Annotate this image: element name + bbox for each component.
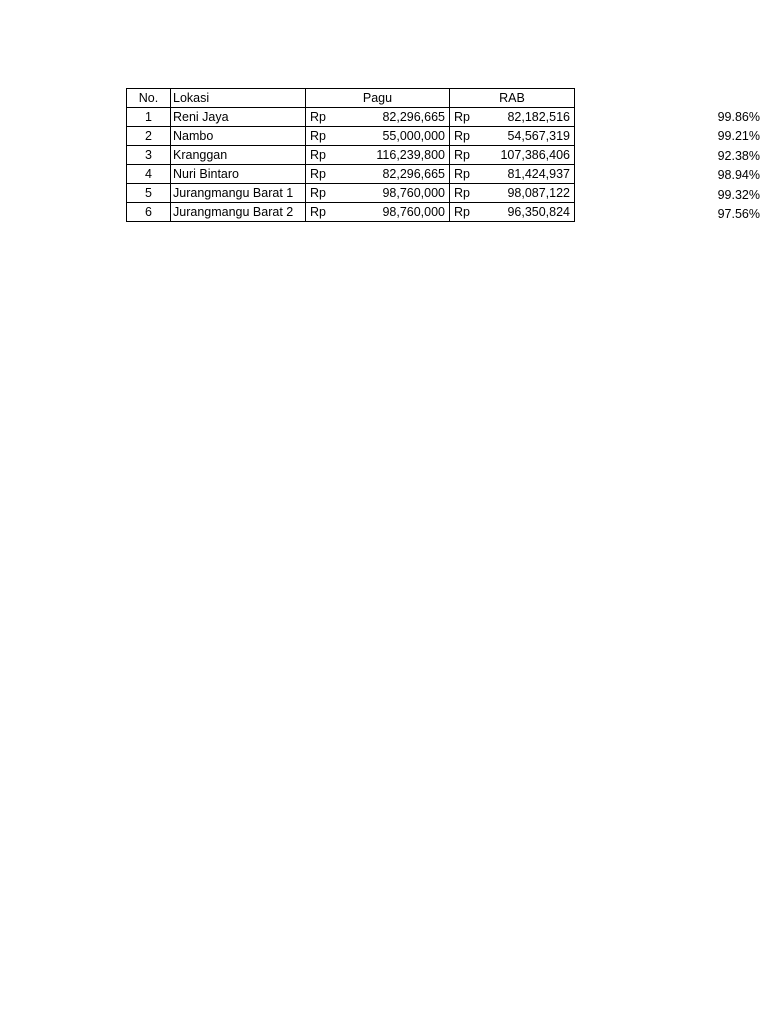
pagu-amount: 82,296,665 [382, 110, 445, 124]
currency-label: Rp [454, 110, 470, 124]
header-row [127, 89, 575, 108]
cell-no: 6 [127, 203, 171, 222]
header-pagu: Pagu [306, 89, 450, 108]
table-row [127, 203, 575, 222]
currency-label: Rp [310, 167, 326, 181]
currency-label: Rp [310, 186, 326, 200]
cell-lokasi: Jurangmangu Barat 1 [171, 184, 306, 203]
header-no: No. [127, 89, 171, 108]
percentage-cell: 99.32% [717, 187, 760, 202]
cell-no: 1 [127, 108, 171, 127]
cell-rab [450, 184, 575, 203]
currency-label: Rp [454, 148, 470, 162]
pagu-amount: 82,296,665 [382, 167, 445, 181]
pagu-amount: 55,000,000 [382, 129, 445, 143]
cell-rab [450, 165, 575, 184]
rab-amount: 82,182,516 [507, 110, 570, 124]
pagu-amount: 98,760,000 [382, 186, 445, 200]
cell-lokasi: Nambo [171, 127, 306, 146]
cell-rab [450, 146, 575, 165]
table-row [127, 165, 575, 184]
table-row [127, 108, 575, 127]
currency-label: Rp [310, 129, 326, 143]
cell-no: 2 [127, 127, 171, 146]
header-lokasi: Lokasi [171, 89, 306, 108]
cell-no: 5 [127, 184, 171, 203]
cell-no: 3 [127, 146, 171, 165]
percentage-cell: 97.56% [717, 207, 760, 221]
cell-rab [450, 127, 575, 146]
currency-label: Rp [454, 167, 470, 181]
rab-amount: 54,567,319 [507, 129, 570, 143]
cell-lokasi: Reni Jaya [171, 108, 306, 127]
percentage-cell: 98.94% [717, 168, 760, 182]
rab-amount: 81,424,937 [507, 167, 570, 181]
percentage-cell: 99.21% [717, 129, 760, 143]
percentage-column [700, 88, 760, 225]
cell-pagu [306, 127, 450, 146]
table-row [127, 127, 575, 146]
currency-label: Rp [454, 129, 470, 143]
currency-label: Rp [454, 205, 470, 219]
currency-label: Rp [310, 148, 326, 162]
table-row [127, 184, 575, 203]
rab-amount: 96,350,824 [507, 205, 570, 219]
cell-no: 4 [127, 165, 171, 184]
cell-pagu [306, 108, 450, 127]
cell-lokasi: Nuri Bintaro [171, 165, 306, 184]
table-row [127, 146, 575, 165]
cell-pagu [306, 165, 450, 184]
currency-label: Rp [310, 110, 326, 124]
cell-rab [450, 203, 575, 222]
currency-label: Rp [454, 186, 470, 200]
cell-pagu [306, 146, 450, 165]
percentage-cell: 99.86% [717, 109, 760, 124]
cell-lokasi: Kranggan [171, 146, 306, 165]
pagu-amount: 116,239,800 [376, 148, 445, 162]
spreadsheet-area [126, 88, 760, 222]
pagu-amount: 98,760,000 [382, 205, 445, 219]
budget-table [126, 88, 575, 222]
cell-pagu [306, 184, 450, 203]
header-rab: RAB [450, 89, 575, 108]
rab-amount: 107,386,406 [500, 148, 570, 162]
rab-amount: 98,087,122 [507, 186, 570, 200]
percentage-cell: 92.38% [717, 148, 760, 163]
cell-pagu [306, 203, 450, 222]
cell-rab [450, 108, 575, 127]
cell-lokasi: Jurangmangu Barat 2 [171, 203, 306, 222]
currency-label: Rp [310, 205, 326, 219]
